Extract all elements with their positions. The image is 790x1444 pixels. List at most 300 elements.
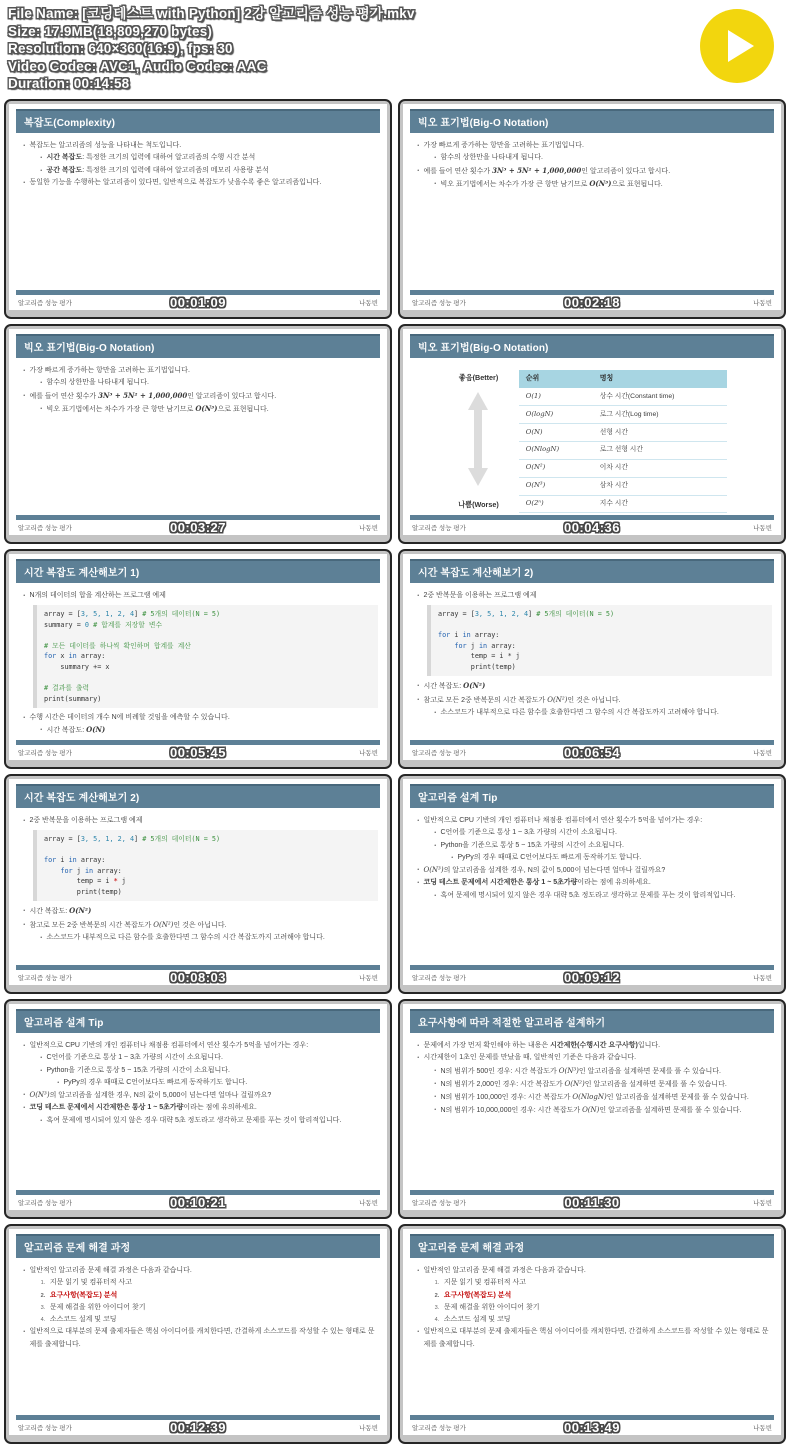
bullet-marker: • [417, 167, 420, 173]
bullet-marker: • [434, 1093, 437, 1100]
footer-course-label: 알고리즘 성능 평가 [412, 1200, 466, 1207]
text-run: 일반적으로 CPU 기반의 개인 컴퓨터나 채점용 컴퓨터에서 연산 횟수가 5억을 넘어가는 경우: [423, 817, 703, 824]
bullet-item [19, 1115, 378, 1127]
complexity-cell: O(N) [519, 424, 593, 442]
text-run: 혹여 문제에 명시되어 있지 않은 경우 대략 5초 정도라고 생각하고 문제를 푸는 것이 합리적입니다. [440, 891, 736, 899]
bullet-marker: 2. [40, 1292, 46, 1298]
bullet-marker: • [23, 142, 26, 149]
bullet-item [413, 1302, 772, 1314]
text-run [44, 867, 60, 875]
text-run: array = [ [44, 610, 81, 619]
bullet-item [413, 815, 772, 827]
text-run: O(N³) [29, 1091, 50, 1099]
text-run: PyPy의 경우 때때로 C언어보다도 빠르게 동작하기도 합니다. [457, 853, 642, 861]
slide-frame [9, 104, 387, 310]
text-run: in [68, 652, 77, 661]
table-row [519, 388, 727, 405]
table-header-cell: 명칭 [593, 370, 727, 388]
code-line [438, 620, 765, 631]
timestamp-overlay: 00:02:18 [563, 295, 621, 310]
slide-title: 요구사항에 따라 적절한 알고리즘 설계하기 [418, 1018, 606, 1029]
bullet-marker: • [23, 817, 26, 824]
bullet-text [423, 815, 702, 827]
bullet-text [423, 590, 536, 602]
bullet-marker: • [434, 1067, 437, 1073]
play-icon [728, 30, 754, 62]
video-thumbnail[interactable] [4, 999, 392, 1219]
bullet-text [50, 1314, 117, 1326]
text-run: 2중 반복문을 이용하는 프로그램 예제 [423, 592, 537, 599]
bullet-marker: • [417, 1329, 420, 1335]
video-thumbnail[interactable] [4, 1224, 392, 1444]
text-run: # 5개의 데이터(N = 5) [536, 610, 615, 619]
bullet-item [19, 1290, 378, 1302]
text-run: 문제 해결을 위한 아이디어 찾기 [443, 1303, 540, 1311]
code-line [438, 662, 765, 673]
bullet-item [19, 152, 378, 164]
bullet-item [413, 1265, 772, 1277]
bullet-marker: • [417, 592, 420, 599]
bullet-item [413, 178, 772, 191]
bullet-text [29, 712, 229, 724]
slide-content [19, 1265, 378, 1351]
bullet-item [19, 724, 378, 737]
slide-title: 알고리즘 설계 Tip [418, 793, 498, 804]
footer-author-label: 나동빈 [359, 1200, 378, 1207]
bullet-marker: 3. [434, 1304, 440, 1311]
thumbnail-grid [4, 99, 786, 1444]
bullet-text [29, 390, 276, 403]
bullet-item [19, 919, 378, 932]
text-run: : 특정한 크기의 입력에 대하여 알고리즘의 수행 시간 분석 [82, 154, 256, 162]
bullet-text [29, 1102, 256, 1114]
text-run: j [117, 877, 126, 886]
text-run: temp = i * j [438, 652, 520, 661]
bullet-marker: • [417, 817, 420, 824]
text-run: 예를 들어 연산 횟수가 [423, 167, 493, 175]
bullet-text [46, 1052, 222, 1064]
footer-author-label: 나동빈 [753, 750, 772, 757]
text-run: x [56, 652, 69, 661]
bullet-text [423, 165, 670, 178]
bullet-marker: • [434, 842, 437, 848]
bullet-marker: • [417, 1267, 420, 1274]
bullet-marker: • [23, 908, 26, 914]
slide-title-bar [410, 1009, 774, 1033]
text-run: in [478, 641, 488, 650]
bullet-marker: • [434, 1107, 437, 1113]
bullet-marker: • [23, 714, 26, 721]
play-button[interactable] [700, 9, 774, 83]
complexity-cell: O(N²) [519, 459, 593, 477]
bullet-marker: • [417, 880, 420, 886]
footer-author-label: 나동빈 [753, 1200, 772, 1207]
bullet-marker: • [417, 1055, 420, 1061]
bullet-text [29, 905, 91, 918]
text-run: * [113, 877, 118, 886]
text-run: 복잡도는 알고리즘의 성능을 나타내는 척도입니다. [29, 142, 182, 149]
bullet-text [46, 932, 324, 944]
bullet-item [413, 864, 772, 877]
bullet-text [29, 1040, 308, 1052]
text-run: 3N³ + 5N² + 1,000,000 [98, 390, 188, 400]
bullet-item [19, 403, 378, 416]
bullet-text [50, 1277, 132, 1289]
name-cell: 이차 시간 [593, 459, 727, 477]
text-run: 3, 5, 1, 2, 4 [474, 610, 529, 619]
bullet-item [413, 827, 772, 839]
slide-title-bar [16, 109, 380, 133]
text-run: 가장 빠르게 증가하는 항만을 고려하는 표기법입니다. [423, 142, 584, 149]
text-run: array = [ [438, 610, 475, 619]
bullet-text [29, 365, 189, 377]
name-cell: 로그 시간(Log time) [593, 406, 727, 424]
slide-content [413, 590, 772, 719]
bullet-item [19, 365, 378, 377]
bullet-marker: • [40, 155, 43, 161]
bullet-text [440, 1078, 726, 1091]
bullet-text [29, 1265, 191, 1277]
bullet-text [444, 1314, 511, 1326]
text-run: 소스코드 설계 및 코딩 [49, 1316, 117, 1323]
text-run: 3, 5, 1, 2, 4 [80, 835, 135, 844]
slide-content [19, 590, 378, 738]
text-run: print(summary) [44, 694, 102, 703]
bullet-marker: • [23, 179, 26, 186]
text-run: 이라는 점에 유의하세요. [183, 1104, 257, 1112]
footer-course-label: 알고리즘 성능 평가 [18, 750, 72, 757]
text-run: array: [76, 652, 106, 661]
bullet-text [29, 1326, 378, 1351]
text-run: 소스코드가 내부적으로 다른 함수를 호출한다면 그 함수의 시간 복잡도까지 고려해야 합니다. [46, 933, 325, 941]
bullet-item [413, 140, 772, 152]
bullet-text [46, 403, 268, 416]
bullet-text [423, 680, 485, 693]
text-run: 소스코드 설계 및 코딩 [443, 1316, 511, 1323]
bullet-item [413, 890, 772, 902]
text-run [438, 642, 454, 650]
timestamp-overlay: 00:09:12 [563, 970, 621, 985]
table-header-cell: 순위 [519, 370, 593, 388]
complexity-cell: O(NlogN) [519, 441, 593, 459]
text-run: 참고로 모든 2중 반복문의 시간 복잡도가 [29, 921, 154, 929]
text-run: O(N²) [564, 1079, 585, 1088]
slide-content [413, 815, 772, 902]
text-run: 으로 표현됩니다. [217, 405, 269, 413]
text-run: 2중 반복문을 이용하는 프로그램 예제 [29, 817, 143, 824]
slide-content [19, 365, 378, 416]
bullet-text [29, 815, 142, 827]
slide-frame [9, 329, 387, 535]
text-run: : 특정한 크기의 입력에 대하여 알고리즘의 메모리 사용량 분석 [82, 166, 269, 174]
footer-course-label: 알고리즘 성능 평가 [18, 300, 72, 307]
complexity-cell: O(2ⁿ) [519, 495, 593, 513]
bullet-item [19, 1102, 378, 1114]
text-run: 인 것은 아닙니다. [173, 921, 227, 929]
better-label: 좋음(Better) [458, 373, 499, 382]
bullet-item [413, 840, 772, 852]
bullet-marker: • [23, 1042, 26, 1049]
text-run: Python을 기준으로 통상 5 ~ 15초 가량의 시간이 소요됩니다. [440, 841, 624, 849]
slide-content [413, 370, 772, 513]
bullet-marker: • [417, 683, 420, 689]
table-row [519, 424, 727, 442]
worse-label: 나쁨(Worse) [458, 499, 499, 509]
text-run: N의 범위가 10,000,000인 경우: 시간 복잡도가 [440, 1107, 583, 1115]
bullet-item [413, 590, 772, 602]
bullet-item [413, 165, 772, 178]
complexity-cell: O(N³) [519, 477, 593, 495]
slide-title: 알고리즘 문제 해결 과정 [418, 1243, 525, 1254]
codec-line: Video Codec: AVC1, Audio Codec: AAC [8, 58, 267, 74]
text-run: O(N²) [547, 695, 568, 704]
bullet-marker: • [417, 142, 420, 149]
footer-course-label: 알고리즘 성능 평가 [412, 750, 466, 757]
bullet-marker: 4. [40, 1316, 46, 1323]
text-run: O(N) [582, 1106, 600, 1115]
slide-title-bar [410, 334, 774, 358]
footer-author-label: 나동빈 [359, 750, 378, 757]
footer-author-label: 나동빈 [359, 975, 378, 982]
text-run: 0 [84, 620, 90, 629]
slide-content [19, 815, 378, 944]
slide-title: 시간 복잡도 계산해보기 1) [24, 568, 140, 579]
bullet-item [19, 1040, 378, 1052]
text-run: 소스코드가 내부적으로 다른 함수를 호출한다면 그 함수의 시간 복잡도까지 고려해야 합니다. [440, 708, 719, 716]
text-run: 으로 표현됩니다. [611, 180, 663, 188]
slide-title-bar [410, 559, 774, 583]
text-run: O(N³) [195, 403, 218, 413]
footer-author-label: 나동빈 [359, 525, 378, 532]
timestamp-overlay: 00:13:49 [563, 1420, 621, 1435]
bullet-item [19, 140, 378, 152]
video-thumbnail[interactable] [4, 99, 392, 319]
code-line [44, 876, 371, 887]
slide-title-bar [16, 1234, 380, 1258]
bullet-marker: • [40, 1117, 43, 1123]
text-run: 인 알고리즘을 설계하면 문제를 풀 수 있습니다. [606, 1094, 749, 1101]
text-run: print(temp) [44, 887, 122, 896]
footer-author-label: 나동빈 [753, 1425, 772, 1432]
bullet-item [413, 1104, 772, 1117]
bullet-text [440, 707, 718, 719]
slide-frame [9, 554, 387, 760]
timestamp-overlay: 00:04:36 [563, 520, 621, 535]
code-line [44, 620, 371, 631]
text-run: # 5개의 데이터(N = 5) [142, 610, 221, 619]
code-line [44, 651, 371, 662]
text-run: 예를 들어 연산 횟수가 [29, 392, 99, 400]
code-block [33, 605, 378, 708]
slide-title: 빅오 표기법(Big-O Notation) [418, 118, 549, 129]
bullet-text [440, 1065, 721, 1078]
text-run: O(N³) [558, 1066, 579, 1075]
bullet-marker: 4. [434, 1316, 440, 1323]
text-run: 공간 복잡도 [46, 166, 83, 174]
text-run: 일반적인 알고리즘 문제 해결 과정은 다음과 같습니다. [29, 1267, 192, 1274]
bullet-item [413, 1290, 772, 1302]
slide-content [413, 1040, 772, 1118]
video-thumbnail[interactable] [398, 1224, 786, 1444]
video-thumbnail[interactable] [398, 999, 786, 1219]
code-line [44, 641, 371, 652]
text-run: 시간제한(수행시간 요구사항) [550, 1042, 638, 1049]
slide-content [19, 1040, 378, 1127]
video-thumbnail[interactable] [4, 549, 392, 769]
footer-course-label: 알고리즘 성능 평가 [18, 525, 72, 532]
video-thumbnail[interactable] [398, 774, 786, 994]
bullet-item [19, 1077, 378, 1089]
text-run: 인 알고리즘을 설계하면 문제를 풀 수 있습니다. [599, 1107, 742, 1115]
bullet-item [19, 1277, 378, 1289]
bullet-marker: • [434, 1080, 437, 1087]
bullet-item [413, 152, 772, 164]
footer-author-label: 나동빈 [359, 1425, 378, 1432]
footer-author-label: 나동빈 [359, 300, 378, 307]
footer-author-label: 나동빈 [753, 525, 772, 532]
slide-title: 빅오 표기법(Big-O Notation) [418, 343, 549, 354]
video-thumbnail[interactable] [398, 99, 786, 319]
bullet-marker: • [434, 892, 437, 898]
video-thumbnail[interactable] [398, 549, 786, 769]
slide-frame [9, 1004, 387, 1210]
bullet-item [19, 1065, 378, 1077]
timestamp-overlay: 00:08:03 [169, 970, 227, 985]
bullet-text [440, 152, 542, 164]
bullet-text [440, 827, 616, 839]
text-run: 일반적으로 대부분의 문제 출제자들은 핵심 아이디어를 캐치한다면, 간결하게 소스코드를 작성할 수 있는 형태로 문제를 출제합니다. [29, 1328, 375, 1348]
slide-frame [403, 104, 781, 310]
text-run: for [438, 631, 451, 640]
bullet-marker: • [23, 1329, 26, 1335]
text-run: 인 알고리즘이 있다고 합시다. [187, 392, 277, 400]
text-run: 빅오 표기법에서는 차수가 가장 큰 항만 남기므로 [440, 180, 590, 188]
text-run: 문제 해결을 위한 아이디어 찾기 [49, 1303, 146, 1311]
bullet-text [440, 890, 735, 902]
complexity-cell: O(1) [519, 388, 593, 405]
bullet-marker: • [417, 696, 420, 703]
footer-course-label: 알고리즘 성능 평가 [18, 975, 72, 982]
text-run: 가장 빠르게 증가하는 항만을 고려하는 표기법입니다. [29, 367, 190, 374]
bullet-text [444, 1277, 526, 1289]
text-run: array: [76, 856, 106, 865]
bullet-item [413, 1091, 772, 1104]
table-row [519, 441, 727, 459]
text-run: for [454, 641, 467, 650]
table-row [519, 459, 727, 477]
bullet-marker: 3. [40, 1304, 46, 1311]
slide-title: 시간 복잡도 계산해보기 2) [418, 568, 534, 579]
text-run: 시간 복잡도: [46, 727, 87, 735]
text-run: in [68, 856, 77, 865]
bullet-marker: • [23, 1267, 26, 1274]
slide-title: 복잡도(Complexity) [24, 118, 116, 129]
slide-title: 알고리즘 설계 Tip [24, 1018, 104, 1029]
bullet-marker: • [23, 367, 26, 374]
text-run: # 5개의 데이터(N = 5) [142, 835, 221, 844]
text-run: 입니다. [637, 1042, 661, 1049]
bullet-text [457, 852, 641, 864]
text-run: 의 알고리즘을 설계한 경우, N의 값이 5,000이 넘는다면 얼마나 걸릴까요? [443, 867, 666, 874]
text-run: i [56, 856, 69, 865]
text-run: i [450, 631, 463, 640]
text-run: print(temp) [438, 662, 516, 671]
bullet-marker: • [417, 866, 420, 873]
text-run: # 결과를 출력 [44, 683, 90, 692]
bullet-item [413, 694, 772, 707]
bullet-marker: • [23, 592, 26, 599]
text-run: 문제에서 가장 먼저 확인해야 하는 내용은 [423, 1042, 551, 1049]
text-run: O(N³) [589, 178, 612, 188]
bullet-item [19, 177, 378, 189]
slide-title-bar [410, 784, 774, 808]
bullet-item [19, 165, 378, 177]
video-thumbnail[interactable] [398, 324, 786, 544]
bullet-marker: 1. [434, 1280, 440, 1286]
bullet-text [440, 1104, 741, 1117]
text-run: C언어를 기준으로 통상 1 ~ 3초 가량의 시간이 소요됩니다. [46, 1054, 223, 1062]
better-worse-scale [458, 370, 499, 513]
video-thumbnail[interactable] [4, 324, 392, 544]
text-run: 혹여 문제에 명시되어 있지 않은 경우 대략 5초 정도라고 생각하고 문제를 푸는 것이 합리적입니다. [46, 1116, 342, 1124]
bullet-item [19, 1089, 378, 1102]
text-run: O(N²) [463, 681, 486, 691]
text-run: 빅오 표기법에서는 차수가 가장 큰 항만 남기므로 [46, 405, 196, 413]
text-run: 일반적인 알고리즘 문제 해결 과정은 다음과 같습니다. [423, 1267, 586, 1274]
bullet-item [413, 852, 772, 864]
timestamp-overlay: 00:01:09 [169, 295, 227, 310]
slide-content [413, 1265, 772, 1351]
text-run: N의 범위가 100,000인 경우: 시간 복잡도가 [440, 1094, 573, 1101]
text-run: 지문 읽기 및 컴퓨터적 사고 [443, 1279, 527, 1287]
code-line [44, 845, 371, 856]
text-run: in [84, 866, 94, 875]
text-run: 인 알고리즘을 설계하면 문제를 풀 수 있습니다. [584, 1080, 727, 1088]
duration-line: Duration: 00:14:58 [8, 76, 130, 91]
text-run: ] [134, 610, 143, 619]
video-thumbnail[interactable] [4, 774, 392, 994]
code-line [44, 683, 371, 694]
bullet-text [46, 152, 255, 164]
slide-title-bar [410, 109, 774, 133]
text-run: PyPy의 경우 때때로 C언어보다도 빠르게 동작하기도 합니다. [63, 1078, 248, 1086]
bullet-item [19, 815, 378, 827]
bullet-marker: • [40, 727, 43, 733]
bullet-marker: • [434, 830, 437, 836]
slide-title-bar [16, 559, 380, 583]
bullet-text [444, 1302, 540, 1314]
footer-author-label: 나동빈 [753, 975, 772, 982]
slide-title: 알고리즘 문제 해결 과정 [24, 1243, 131, 1254]
code-block [427, 605, 772, 676]
slide-content [413, 140, 772, 191]
file-size-line: Size: 17.9MB(18,809,270 bytes) [8, 23, 213, 39]
text-run: O(N) [86, 725, 106, 735]
bullet-text [423, 864, 665, 877]
bullet-item [413, 1040, 772, 1052]
timestamp-overlay: 00:05:45 [169, 745, 227, 760]
text-run: summary = [44, 620, 85, 629]
bullet-item [413, 1314, 772, 1326]
bullet-marker: • [434, 155, 437, 161]
code-line [438, 651, 765, 662]
footer-author-label: 나동빈 [753, 300, 772, 307]
text-run: # 모든 데이터를 하나씩 확인하며 합계를 계산 [44, 641, 191, 650]
timestamp-overlay: 00:03:27 [169, 520, 227, 535]
bullet-item [19, 1265, 378, 1277]
text-run: 3, 5, 1, 2, 4 [80, 610, 135, 619]
text-run: 시간 복잡도: [29, 908, 70, 916]
